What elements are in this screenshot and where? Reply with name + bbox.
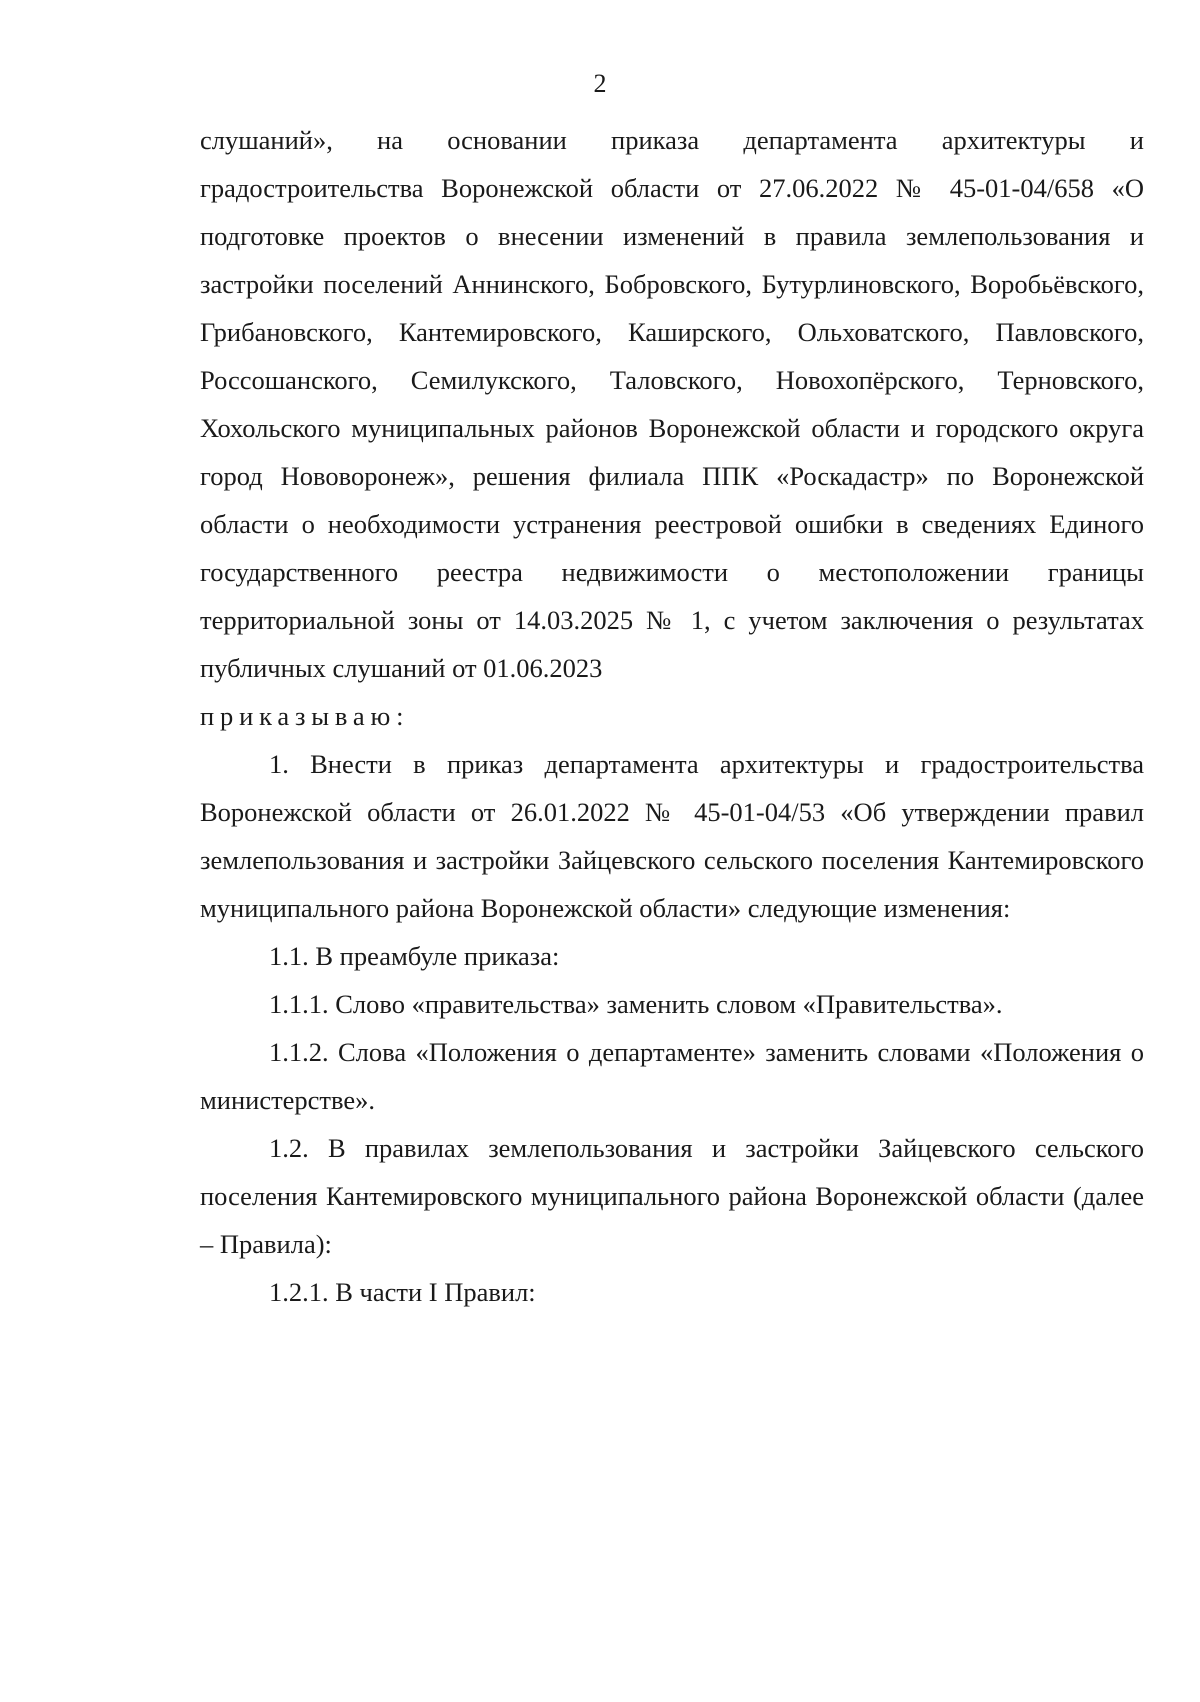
paragraph-item-1-2-1: 1.2.1. В части I Правил: (269, 1277, 536, 1307)
paragraph-item-1: 1. Внести в приказ департамента архитектуры и градостроительства Воронежской области от 26.01.2022 № 45-01-04/53 «Об утверждении правил землепользования и застройки Зайцевского сельского поселения Кантемировского муниципального района Воронежской области» следующие изменения: (200, 749, 1144, 923)
paragraph-item-1-1: 1.1. В преамбуле приказа: (269, 941, 560, 971)
paragraph-preamble: слушаний», на основании приказа департамента архитектуры и градостроительства Воронежской области от 27.06.2022 № 45-01-04/658 «О подготовке проектов о внесении изменений в правила землепользования и застройки поселений Аннинского, Бобровского, Бутурлиновского, Воробьёвского, Грибановского, Кантемировского, Каширского, Ольховатского, Павловского, Россошанского, Семилукского, Таловского, Новохопёрского, Терновского, Хохольского муниципальных районов Воронежской области и городского округа город Нововоронеж», решения филиала ППК «Роскадастр» по Воронежской области о необходимости устранения реестровой ошибки в сведениях Единого государственного реестра недвижимости о местоположении границы территориальной зоны от 14.03.2025 № 1, с учетом заключения о результатах публичных слушаний от 01.06.2023 (200, 125, 1144, 683)
page-number: 2 (593, 69, 607, 98)
paragraph-item-1-1-2: 1.1.2. Слова «Положения о департаменте» заменить словами «Положения о министерстве». (200, 1037, 1144, 1115)
paragraph-item-1-1-1: 1.1.1. Слово «правительства» заменить словом «Правительства». (269, 989, 1003, 1019)
paragraph-item-1-2: 1.2. В правилах землепользования и застройки Зайцевского сельского поселения Кантемировского муниципального района Воронежской области (далее – Правила): (200, 1133, 1144, 1259)
paragraph-order-word: приказываю: (200, 701, 410, 731)
document-body (200, 116, 1144, 1316)
